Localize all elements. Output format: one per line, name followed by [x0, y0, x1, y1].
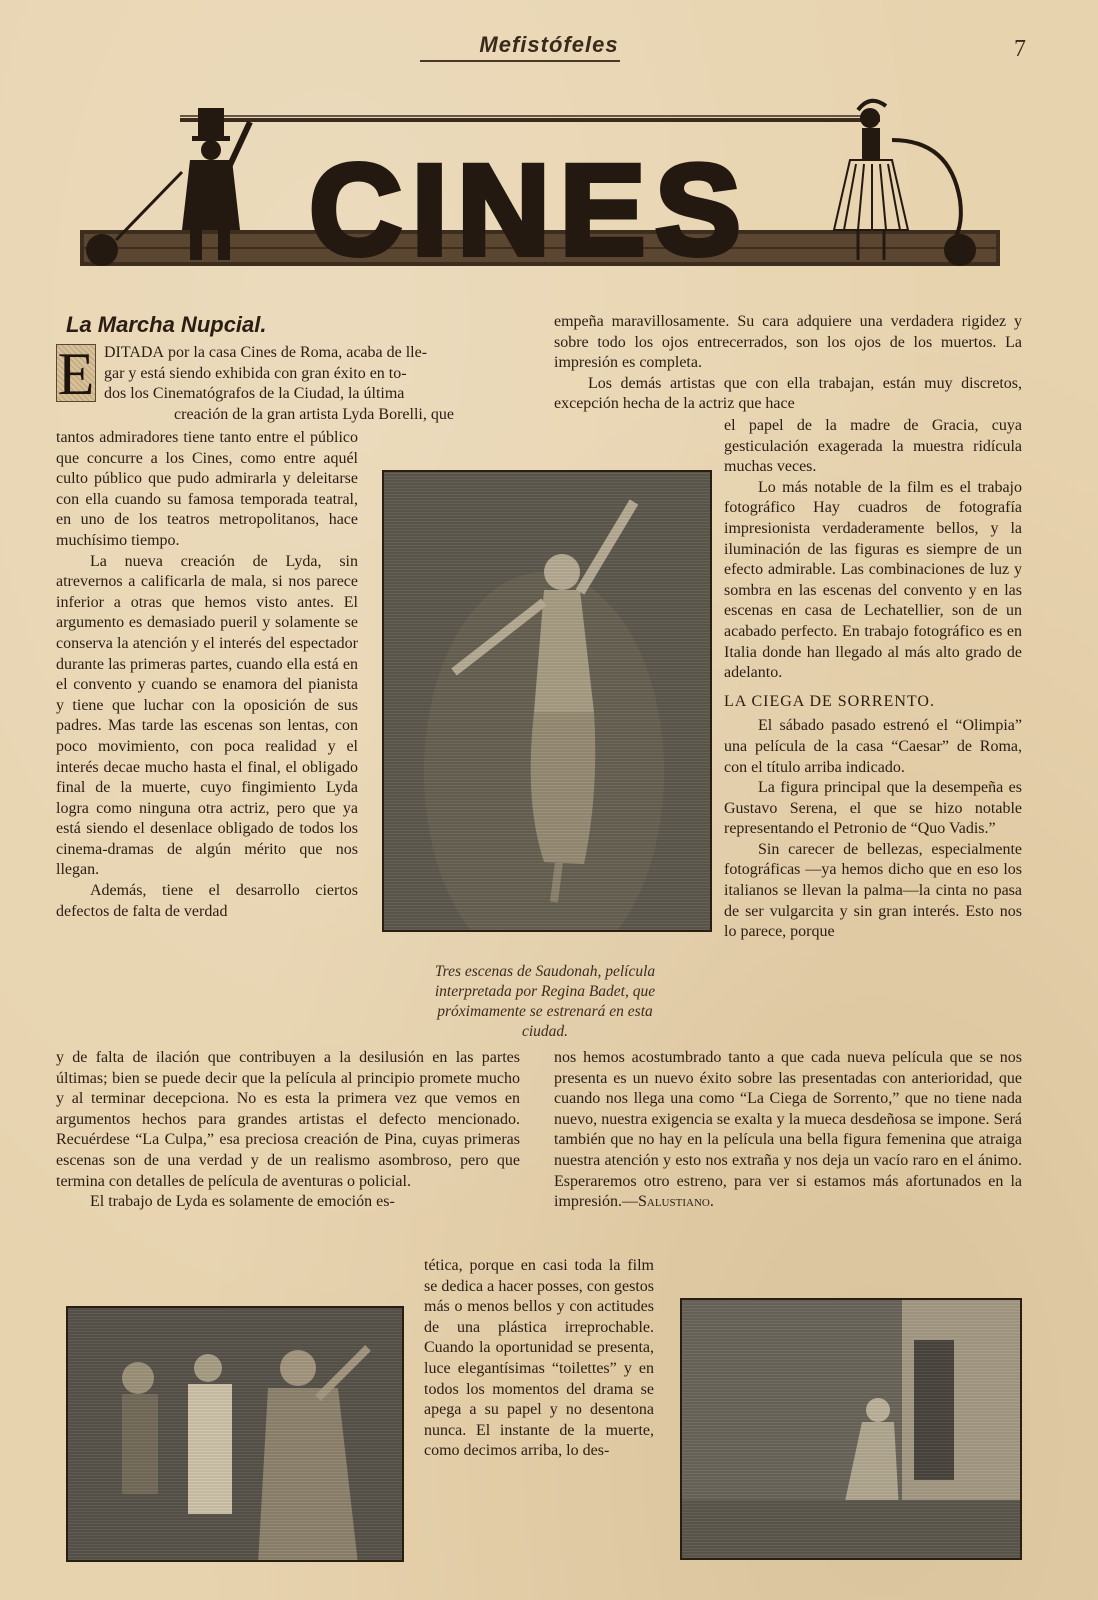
film-reel-right-icon [944, 234, 976, 266]
bottom-right-photo [680, 1298, 1022, 1560]
film-reel-left-icon [86, 234, 118, 266]
cines-banner [80, 80, 1020, 280]
center-bottom-p1: tética, porque en casi toda la film se dedica a hacer posses, con gestos más o menos bellos y con actitudes de una plástica irreprochable. Cuando la oportunidad se presenta, luce elegantísimas “toilettes” y en todos los momentos del drama se apega a su papel y no desentona nunca. El instante de la muerte, como decimos arriba, lo des- [424, 1257, 654, 1460]
bottom-left-photo [66, 1306, 404, 1562]
magazine-title: Mefistófeles [479, 32, 619, 57]
article-intro: DITADA por la casa Cines de Roma, acaba de lle- gar y está siendo exhibida con gran éxito en to- dos los Cinematógrafos de la Ciudad, la última [104, 344, 428, 403]
center-bottom-column [424, 1256, 654, 1462]
photo-caption: Tres escenas de Saudonah, película interpretada por Regina Badet, que próximamente se estrenará en esta ciudad. [434, 963, 656, 1040]
left-column-p3: Además, tiene el desarrollo ciertos defectos de falta de verdad [56, 882, 358, 920]
right-top-p2: Los demás artistas que con ella trabajan, están muy discretos, excepción hecha de la actriz que hace [554, 374, 1022, 413]
drop-cap: E [57, 341, 95, 407]
author-signature: Salustiano. [638, 1193, 714, 1211]
right-column [724, 416, 1022, 943]
article-intro-line4: creación de la gran artista Lyda Borelli, que [174, 406, 454, 423]
lower-right-p1: nos hemos acostumbrado tanto a que cada nueva película que se nos presenta es un nuevo éxito sobre las presentadas con anterioridad, que cuando nos llega una como “La Ciega de Sorrento,” que no tiene nada nuevo, nuestra exigencia se exalta y la mueca desdeñosa se impone. Será también que no hay en la película una bella figura femenina que atraiga nuestra atención y esto nos extraña y nos deja un vacío raro en el ánimo. Esperaremos otro estreno, para ver si estamos más afortunados en la impresión.—Salustiano. [554, 1049, 1022, 1211]
dancer-photo [382, 470, 712, 932]
lower-left-p2: El trabajo de Lyda es solamente de emoción es- [90, 1193, 395, 1211]
left-column [56, 428, 358, 922]
right-top-p1: empeña maravillosamente. Su cara adquiere una verdadera rigidez y sobre todo los ojos entrecerrados, son los ojos de los muertos. La impresión es completa. [554, 313, 1022, 372]
left-column-p2: La nueva creación de Lyda, sin atrevernos a calificarla de mala, si nos parece inferior a otras que hemos visto antes. El argumento es demasiado pueril y solamente se conserva la atención y el interés del espectador durante las primeras partes, cuando ella está en el convento y cuando se enamora del pianista y tiene que luchar con la oposición de sus padres. Mas tarde las escenas son lentas, con poco movimiento, con poca realidad y el interés decae mucho hasta el final, el obligado final de la muerte, cuyo fingimiento Lyda logra como ninguna otra actriz, pero que ya está siendo el desenlace obligado de todos los cinema-dramas de algún mérito que nos llegan. [56, 552, 358, 879]
intro-first-word: DITADA [104, 344, 165, 361]
right-top-block [554, 312, 1022, 415]
header-rule [420, 60, 620, 62]
page-number: 7 [1014, 36, 1026, 62]
lower-left-p1: y de falta de ilación que contribuyen a la desilusión en las partes últimas; bien se puede decir que la película al principio promete mucho y al terminar decepciona. No es esta la primera vez que vemos en argumentos hechos para grandes artistas el defecto mencionado. Recuérdese “La Culpa,” esa preciosa creación de Pina, cuyas primeras escenas son de una verdad y de un realismo asombroso, pero que termina con detalles de película de aventuras o policial. [56, 1049, 520, 1190]
right-column-p2: Lo más notable de la film es el trabajo fotográfico Hay cuadros de fotografía impresionista verdaderamente bellos, y la iluminación de las figuras es siempre de un efecto admirable. Las combinaciones de luz y sombra en las escenas del convento y en las escenas en casa de Lechatellier, son de un acabado perfecto. En trabajo fotográfico es en Italia donde han llegado al más alto grado de adelanto. [724, 478, 1022, 682]
article2-p3: Sin carecer de bellezas, especialmente fotográficas —ya hemos dicho que en eso los italianos se llevan la palma—la cinta no pasa de ser vulgarcita y sin gran interés. Esto nos lo parece, porque [724, 840, 1022, 941]
lower-left-block [56, 1048, 520, 1213]
banner-word: CINES [309, 139, 751, 280]
article2-p2: La figura principal que la desempeña es Gustavo Serena, el que se hizo notable representando el Petronio de “Quo Vadis.” [724, 779, 1022, 838]
right-column-p1: el papel de la madre de Gracia, cuya gesticulación exagerada la muestra ridícula muchas veces. [724, 417, 1022, 476]
article2-p1: El sábado pasado estrenó el “Olimpia” una película de la casa “Caesar” de Roma, con el título arriba indicado. [724, 717, 1022, 776]
article-title: La Marcha Nupcial. [66, 312, 267, 337]
article2-title: LA CIEGA DE SORRENTO. [724, 692, 935, 710]
left-column-p1: tantos admiradores tiene tanto entre el público que concurre a los Cines, como entre aquél culto público que pudo admirarla y deleitarse con ella cuando su famosa temporada teatral, en uno de los teatros metropolitanos, hace muchísimo tiempo. [56, 429, 358, 549]
lower-right-block [554, 1048, 1022, 1213]
